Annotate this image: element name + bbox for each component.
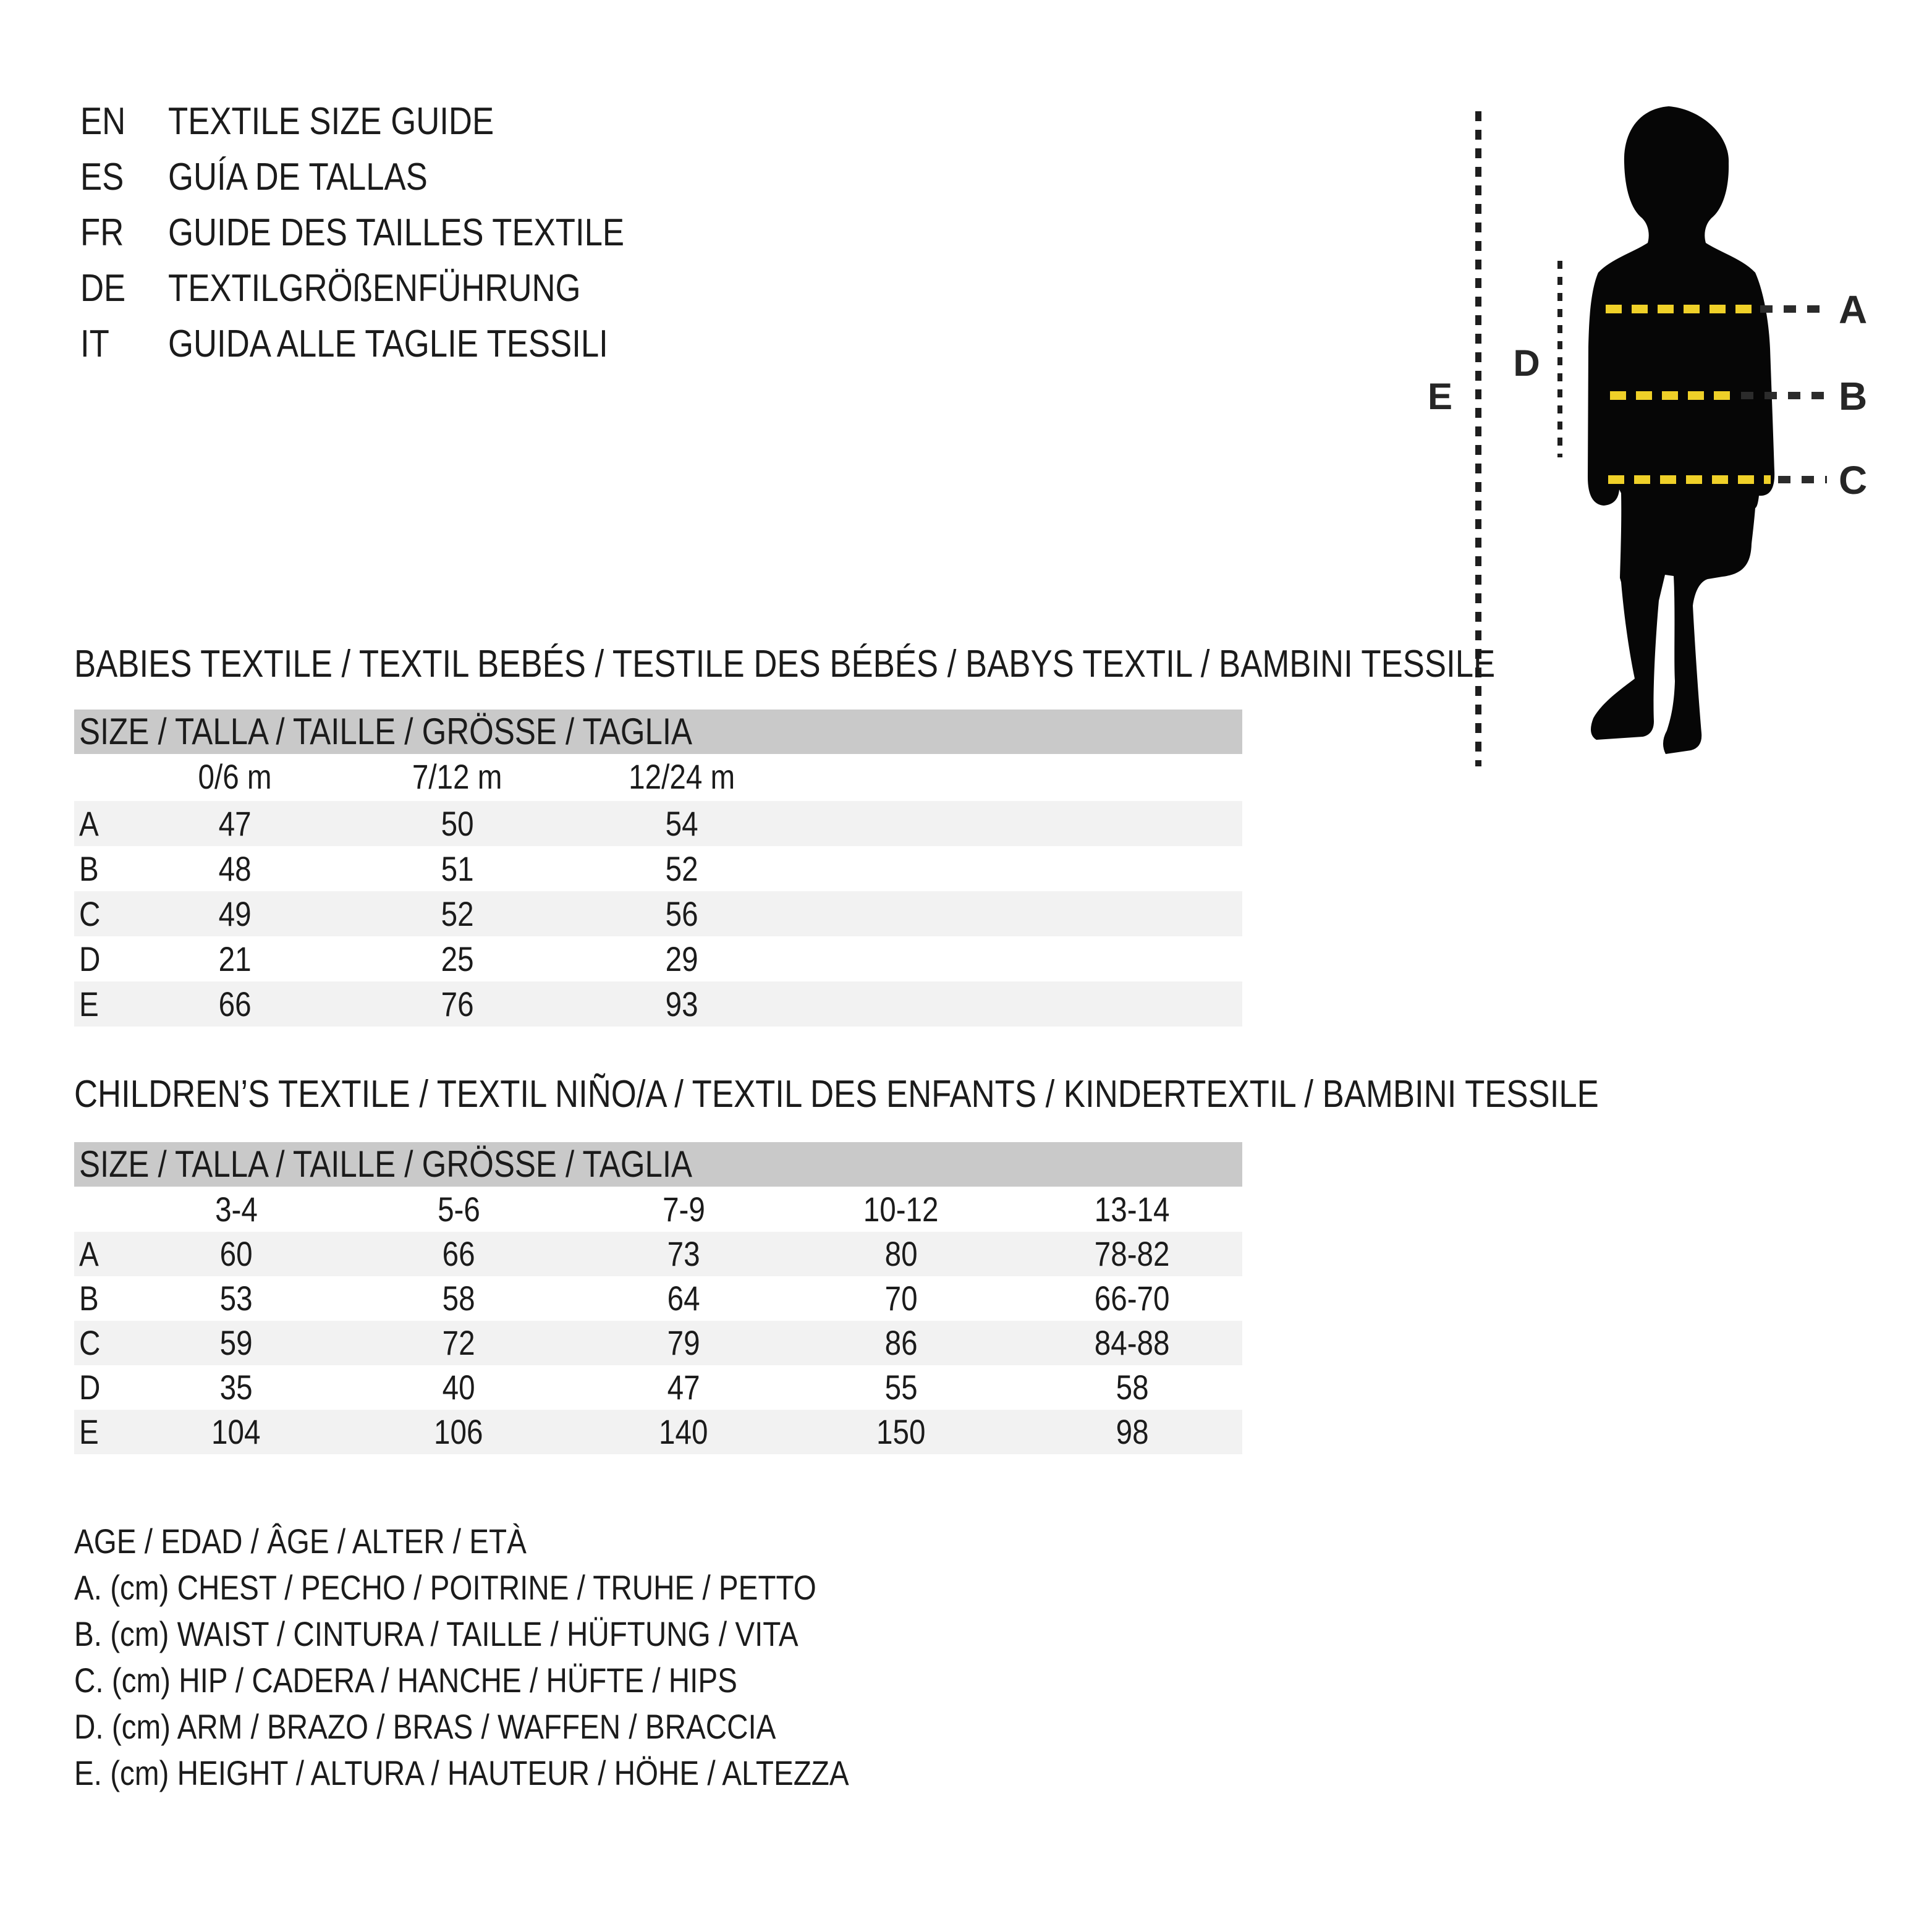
table-cell: 49 — [218, 894, 252, 933]
lang-code: DE — [80, 267, 126, 310]
legend-arm-line: D. (cm) ARM / BRAZO / BRAS / WAFFEN / BRACCIA — [74, 1707, 776, 1746]
table-cell: 73 — [667, 1234, 700, 1273]
legend-age-line: AGE / EDAD / ÂGE / ALTER / ETÀ — [74, 1522, 527, 1561]
table-cell: 48 — [218, 849, 252, 888]
row-label: D — [79, 939, 101, 978]
table-row — [74, 1232, 1242, 1276]
lang-code: ES — [80, 156, 124, 198]
table-row — [74, 1276, 1242, 1321]
table-cell: 79 — [667, 1323, 700, 1362]
table-cell: 59 — [219, 1323, 253, 1362]
legend-height-line: E. (cm) HEIGHT / ALTURA / HAUTEUR / HÖHE / ALTEZZA — [74, 1753, 849, 1792]
table-row — [74, 1321, 1242, 1365]
lang-title: GUIDA ALLE TAGLIE TESSILI — [168, 323, 608, 365]
table-cell: 58 — [442, 1279, 475, 1318]
table-cell: 104 — [211, 1412, 261, 1451]
children-section-heading: CHILDREN’S TEXTILE / TEXTIL NIÑO/A / TEXTIL DES ENFANTS / KINDERTEXTIL / BAMBINI TESSILE — [74, 1073, 1599, 1116]
lang-row-it — [80, 316, 705, 372]
row-label: B — [79, 849, 99, 888]
table-row — [74, 846, 1242, 891]
legend-waist-line: B. (cm) WAIST / CINTURA / TAILLE / HÜFTUNG / VITA — [74, 1614, 799, 1653]
figure-label-c: C — [1839, 458, 1868, 502]
table-cell: 64 — [667, 1279, 700, 1318]
table-row — [74, 1365, 1242, 1410]
lang-row-fr — [80, 205, 705, 261]
legend-chest-line: A. (cm) CHEST / PECHO / POITRINE / TRUHE / PETTO — [74, 1568, 816, 1607]
lang-row-en — [80, 94, 705, 150]
babies-section-heading: BABIES TEXTILE / TEXTIL BEBÉS / TESTILE DES BÉBÉS / BABYS TEXTIL / BAMBINI TESSILE — [74, 643, 1496, 685]
table-cell: 52 — [441, 894, 474, 933]
table-cell: 56 — [665, 894, 698, 933]
table-row — [74, 981, 1242, 1027]
column-header: 12/24 m — [629, 757, 735, 796]
table-cell: 86 — [884, 1323, 918, 1362]
column-header: 13-14 — [1095, 1190, 1170, 1229]
column-header: 10-12 — [863, 1190, 939, 1229]
column-header: 7-9 — [662, 1190, 705, 1229]
lang-title: TEXTILGRÖßENFÜHRUNG — [168, 267, 581, 310]
lang-title: GUÍA DE TALLAS — [168, 156, 428, 198]
lang-code: EN — [80, 100, 126, 143]
table-cell: 150 — [876, 1412, 926, 1451]
children-size-table — [74, 1142, 1242, 1464]
table-row — [74, 1410, 1242, 1454]
row-label: C — [79, 894, 101, 933]
row-label: A — [79, 1234, 99, 1273]
language-title-block — [80, 94, 705, 372]
table-cell: 78-82 — [1095, 1234, 1170, 1273]
table-cell: 93 — [665, 985, 698, 1023]
lang-row-de — [80, 261, 705, 316]
table-cell: 60 — [219, 1234, 253, 1273]
table-cell: 70 — [884, 1279, 918, 1318]
table-row — [74, 891, 1242, 936]
babies-table-column-headers — [74, 756, 1242, 797]
table-cell: 53 — [219, 1279, 253, 1318]
figure-label-b: B — [1839, 374, 1868, 418]
measurement-figure — [1409, 87, 1932, 803]
figure-label-d: D — [1513, 342, 1540, 384]
measurement-legend — [74, 1518, 986, 1796]
row-label: C — [79, 1323, 101, 1362]
row-label: A — [79, 804, 99, 843]
row-label: E — [79, 985, 99, 1023]
lang-title: GUIDE DES TAILLES TEXTILE — [168, 211, 625, 254]
table-cell: 54 — [665, 804, 698, 843]
table-cell: 98 — [1116, 1412, 1149, 1451]
table-cell: 140 — [659, 1412, 708, 1451]
table-cell: 47 — [218, 804, 252, 843]
column-header: 7/12 m — [412, 757, 502, 796]
lang-code: IT — [80, 323, 109, 365]
row-label: B — [79, 1279, 99, 1318]
table-cell: 72 — [442, 1323, 475, 1362]
column-header: 0/6 m — [198, 757, 272, 796]
table-row — [74, 936, 1242, 981]
babies-size-table — [74, 710, 1242, 1031]
table-cell: 58 — [1116, 1368, 1149, 1407]
table-cell: 55 — [884, 1368, 918, 1407]
table-row — [74, 801, 1242, 846]
table-cell: 76 — [441, 985, 474, 1023]
table-cell: 80 — [884, 1234, 918, 1273]
table-cell: 84-88 — [1095, 1323, 1170, 1362]
children-table-column-headers — [74, 1189, 1242, 1230]
table-cell: 21 — [218, 939, 252, 978]
table-cell: 66 — [218, 985, 252, 1023]
table-cell: 50 — [441, 804, 474, 843]
lang-row-es — [80, 150, 705, 205]
lang-code: FR — [80, 211, 124, 254]
children-table-size-header: SIZE / TALLA / TAILLE / GRÖSSE / TAGLIA — [74, 1142, 1242, 1187]
table-cell: 66-70 — [1095, 1279, 1170, 1318]
figure-label-e: E — [1427, 376, 1453, 417]
figure-label-a: A — [1839, 287, 1868, 332]
table-cell: 52 — [665, 849, 698, 888]
table-cell: 35 — [219, 1368, 253, 1407]
legend-hip-line: C. (cm) HIP / CADERA / HANCHE / HÜFTE / HIPS — [74, 1661, 737, 1700]
table-cell: 40 — [442, 1368, 475, 1407]
table-cell: 66 — [442, 1234, 475, 1273]
table-cell: 51 — [441, 849, 474, 888]
lang-title: TEXTILE SIZE GUIDE — [168, 100, 494, 143]
table-cell: 25 — [441, 939, 474, 978]
table-cell: 47 — [667, 1368, 700, 1407]
table-cell: 29 — [665, 939, 698, 978]
row-label: E — [79, 1412, 99, 1451]
column-header: 3-4 — [214, 1190, 258, 1229]
babies-table-size-header: SIZE / TALLA / TAILLE / GRÖSSE / TAGLIA — [74, 710, 1242, 754]
column-header: 5-6 — [437, 1190, 480, 1229]
row-label: D — [79, 1368, 101, 1407]
table-cell: 106 — [434, 1412, 483, 1451]
